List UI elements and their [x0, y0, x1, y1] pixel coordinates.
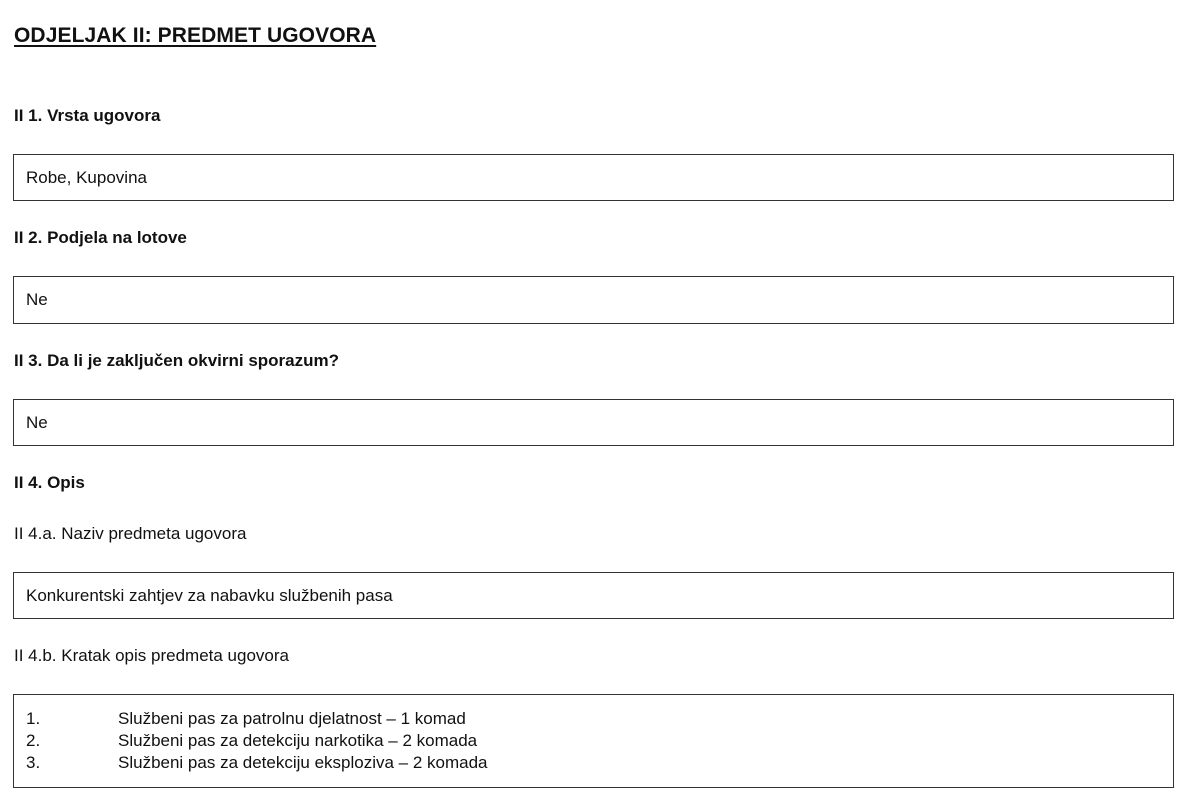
contract-subject-name-label: II 4.a. Naziv predmeta ugovora: [14, 524, 247, 543]
contract-type-heading: II 1. Vrsta ugovora: [14, 106, 161, 125]
list-item-number: 2.: [26, 731, 41, 750]
contract-subject-name-value: Konkurentski zahtjev za nabavku službenih pasa: [26, 586, 393, 605]
lots-division-value: Ne: [26, 290, 48, 309]
list-item-number: 3.: [26, 753, 41, 772]
contract-type-box: [13, 154, 1174, 201]
contract-subject-name-box: [13, 572, 1174, 619]
framework-agreement-heading: II 3. Da li je zaključen okvirni sporazum?: [14, 351, 339, 370]
contract-subject-description-label: II 4.b. Kratak opis predmeta ugovora: [14, 646, 289, 665]
list-item-text: Službeni pas za patrolnu djelatnost – 1 komad: [118, 709, 466, 728]
list-item-text: Službeni pas za detekciju narkotika – 2 komada: [118, 731, 478, 750]
contract-subject-description-box: [13, 694, 1174, 788]
contract-type-value: Robe, Kupovina: [26, 168, 147, 187]
lots-division-heading: II 2. Podjela na lotove: [14, 228, 187, 247]
framework-agreement-value: Ne: [26, 413, 48, 432]
list-item-text: Službeni pas za detekciju eksploziva – 2 komada: [118, 753, 488, 772]
list-item-number: 1.: [26, 709, 41, 728]
lots-division-box: [13, 276, 1174, 324]
description-heading: II 4. Opis: [14, 473, 85, 492]
framework-agreement-box: [13, 399, 1174, 446]
section-title: ODJELJAK II: PREDMET UGOVORA: [14, 24, 377, 47]
